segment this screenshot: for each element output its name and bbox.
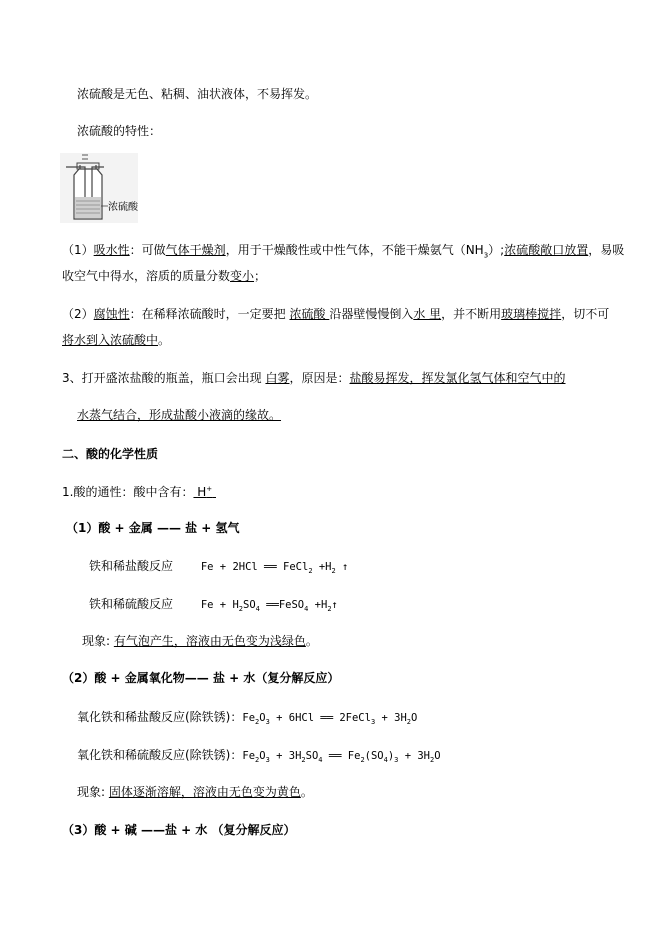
paragraph-properties: 浓硫酸是无色、粘稠、油状液体，不易挥发。 — [77, 87, 318, 101]
equation: $Fe_2O_3 + 6HCl$ ══ 2FeCl$_3$ + $3H_2O$ — [242, 712, 418, 727]
item-number: （2） — [62, 307, 94, 321]
reaction-iron-hcl — [89, 558, 348, 575]
figure-label: 浓硫酸 — [108, 202, 138, 213]
reaction-fe2o3-hcl — [77, 709, 417, 726]
term-corrosive: 腐蚀性 — [93, 307, 130, 321]
item-3-line-1: 3、打开盛浓盐酸的瓶盖，瓶口会出现 白雾，原因是：盐酸易挥发，挥发氯化氢气体和空气中的 — [62, 371, 566, 385]
gas-washing-bottle-figure — [60, 153, 138, 223]
subheading-acid-base: （3）酸 + 碱 ——盐 + 水 （复分解反应） — [62, 823, 296, 837]
item-2-line-1: （2）腐蚀性：在稀释浓硫酸时，一定要把 浓硫酸 沿器壁慢慢倒入水 里，并不断用玻璃棒搅拌，切不可 — [62, 307, 610, 321]
term-hygroscopic: 吸水性 — [93, 243, 130, 257]
hydrogen-ion: H+ — [193, 485, 213, 499]
equation: $Fe + H_2SO_4$ ══FeSO$_4$ $+H_2↑$ — [200, 599, 338, 614]
item-2-line-2: 将水到入浓硫酸中。 — [62, 333, 171, 347]
reaction-name: 氧化铁和稀硫酸反应(除铁锈)： — [77, 748, 243, 762]
reaction-iron-h2so4 — [89, 596, 338, 613]
item-1-line-2: 收空气中得水，溶质的质量分数变小； — [62, 269, 267, 283]
equation: Fe + 2HCl ══ FeCl$_2$ $+H_2$ ↑ — [200, 561, 349, 576]
equation: $Fe_2O_3 + 3H_2SO_4$ ══ $Fe_2(SO_4)_3 + 3H_2O$ — [242, 750, 441, 765]
reaction-name: 铁和稀盐酸反应 — [89, 559, 174, 573]
item-1-line-1: （1）吸水性：可做气体干燥剂，用于干燥酸性或中性气体，不能干燥氨气$(NH_3)$;浓硫酸敞口放置，易吸 — [62, 243, 625, 260]
acid-general-property: 1.酸的通性：酸中含有： H+ — [62, 484, 216, 500]
reaction-fe2o3-h2so4 — [77, 747, 441, 764]
subheading-acid-metal: （1）酸 + 金属 —— 盐 + 氢气 — [66, 521, 240, 535]
item-3-line-2: 水蒸气结合，形成盐酸小液滴的缘故。 — [77, 408, 282, 422]
observation-2: 现象: 固体逐渐溶解，溶液由无色变为黄色。 — [77, 785, 313, 799]
reaction-name: 氧化铁和稀盐酸反应(除铁锈)： — [77, 710, 243, 724]
section-heading-acid-chemical-properties: 二、酸的化学性质 — [62, 447, 159, 461]
subheading-acid-metal-oxide: （2）酸 + 金属氧化物—— 盐 + 水（复分解反应） — [62, 671, 340, 685]
item-number: （1） — [62, 243, 94, 257]
paragraph-characteristics-heading: 浓硫酸的特性： — [77, 124, 162, 138]
observation-1: 现象: 有气泡产生，溶液由无色变为浅绿色。 — [82, 634, 318, 648]
reaction-name: 铁和稀硫酸反应 — [89, 597, 174, 611]
